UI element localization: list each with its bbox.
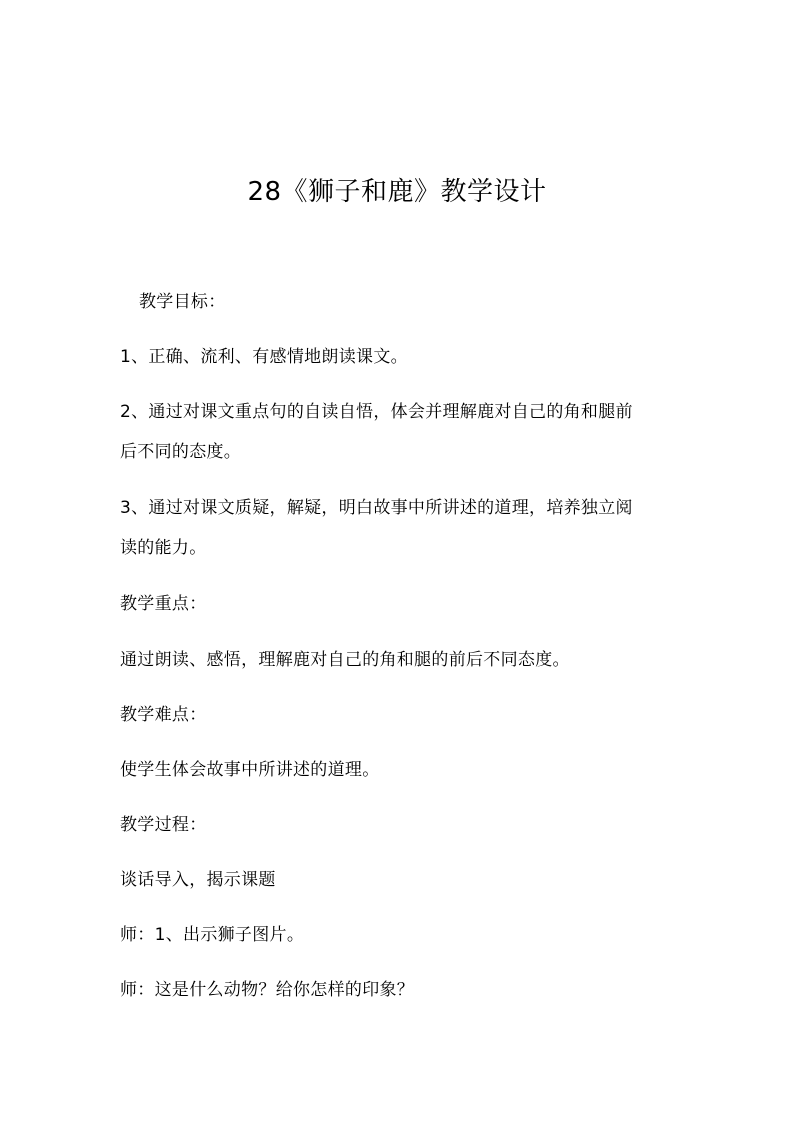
key-points-text: 通过朗读、感悟，理解鹿对自己的角和腿的前后不同态度。 (120, 650, 570, 670)
heading-teaching-goals: 教学目标： (139, 292, 226, 312)
goal-item-3-line-1: 3、通过对课文质疑，解疑，明白故事中所讲述的道理，培养独立阅 (120, 498, 633, 518)
goal-item-2-line-1: 2、通过对课文重点句的自读自悟，体会并理解鹿对自己的角和腿前 (120, 402, 633, 422)
process-intro: 谈话导入，揭示课题 (120, 870, 276, 890)
heading-key-points: 教学重点： (120, 594, 207, 614)
goal-item-3-line-2: 读的能力。 (120, 538, 207, 558)
difficulties-text: 使学生体会故事中所讲述的道理。 (120, 760, 380, 780)
process-step-question: 师：这是什么动物？给你怎样的印象？ (120, 980, 415, 1000)
document-title: 28《狮子和鹿》教学设计 (247, 177, 547, 207)
process-step-1: 师：1、出示狮子图片。 (120, 925, 305, 945)
heading-process: 教学过程： (120, 815, 207, 835)
goal-item-1: 1、正确、流利、有感情地朗读课文。 (120, 347, 408, 367)
heading-difficulties: 教学难点： (120, 705, 207, 725)
goal-item-2-line-2: 后不同的态度。 (120, 442, 242, 462)
